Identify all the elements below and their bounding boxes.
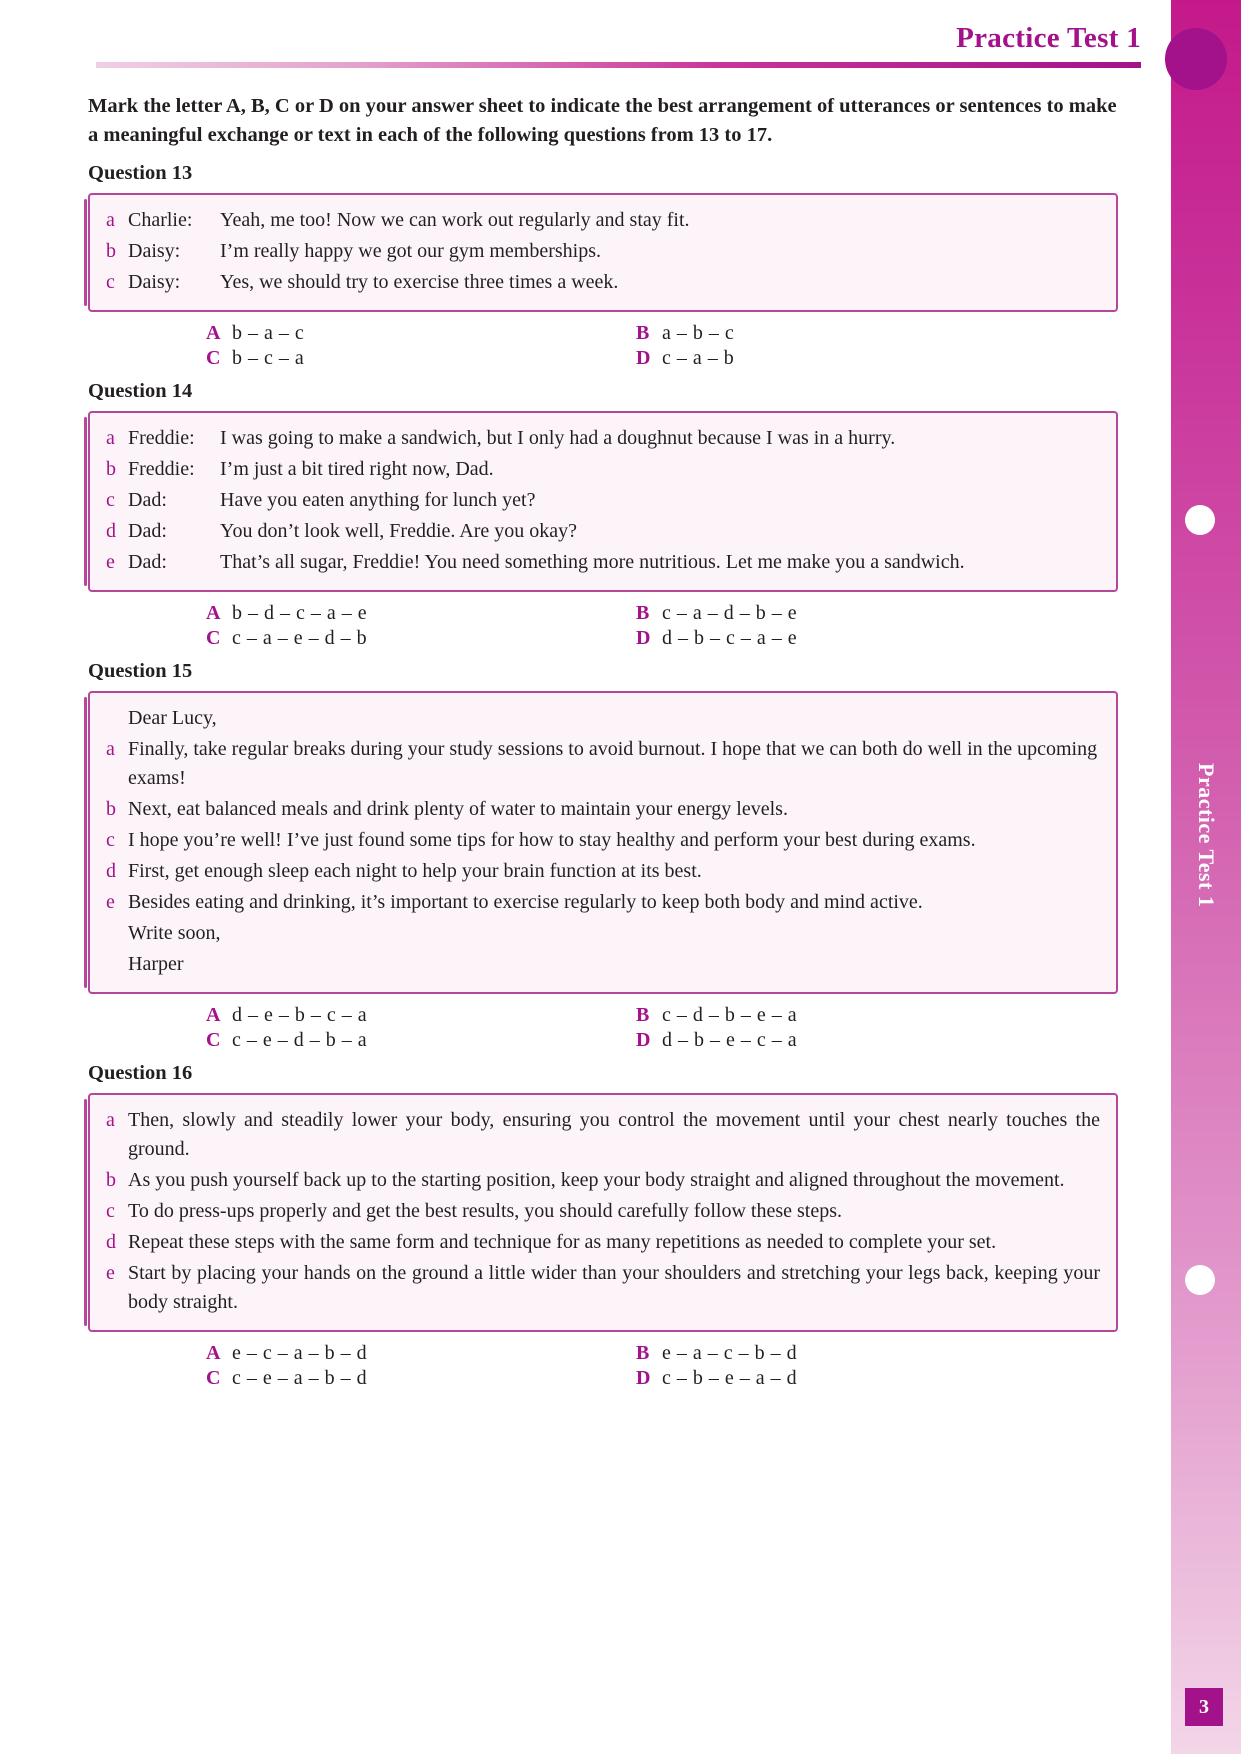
- option-a[interactable]: [206, 1342, 636, 1365]
- item-text: You don’t look well, Freddie. Are you okay?: [220, 520, 578, 543]
- item-letter: a: [106, 427, 115, 450]
- item-letter: d: [106, 860, 116, 883]
- item-letter: b: [106, 240, 116, 263]
- list-item: [106, 205, 1100, 236]
- list-item: [106, 825, 1100, 856]
- option-letter: A: [206, 602, 221, 625]
- rail-dot-icon: [1185, 505, 1215, 535]
- item-text: That’s all sugar, Freddie! You need something more nutritious. Let me make you a sandwich.: [220, 551, 965, 574]
- list-item: [106, 1105, 1100, 1165]
- item-letter: d: [106, 520, 116, 543]
- question-panel-16: [88, 1093, 1118, 1332]
- option-value: b – d – c – a – e: [232, 602, 368, 625]
- option-value: d – e – b – c – a: [232, 1004, 368, 1027]
- letter-salutation: Dear Lucy,: [128, 707, 217, 730]
- question-panel-15: [88, 691, 1118, 994]
- item-letter: c: [106, 271, 115, 294]
- question-panel-13: [88, 193, 1118, 312]
- page-content: [88, 92, 1118, 1394]
- option-value: d – b – e – c – a: [662, 1029, 798, 1052]
- item-text: Repeat these steps with the same form and technique for as many repetitions as needed to complete your set.: [128, 1231, 997, 1254]
- item-text: Finally, take regular breaks during your study sessions to avoid burnout. I hope that we can both do well in the upcoming exams!: [128, 738, 1098, 790]
- answer-options-13: [206, 322, 1118, 370]
- option-letter: C: [206, 1367, 221, 1390]
- list-item: [106, 516, 1100, 547]
- answer-options-16: [206, 1342, 1118, 1390]
- rail-top-circle-icon: [1165, 28, 1227, 90]
- item-text: To do press-ups properly and get the best results, you should carefully follow these steps.: [128, 1200, 843, 1223]
- list-item: [106, 1165, 1100, 1196]
- item-letter: a: [106, 1109, 115, 1132]
- item-speaker: Dad:: [128, 551, 167, 574]
- item-text: Have you eaten anything for lunch yet?: [220, 489, 536, 512]
- option-letter: D: [636, 627, 651, 650]
- option-a[interactable]: [206, 322, 636, 345]
- item-text: Besides eating and drinking, it’s important to exercise regularly to keep both body and mind active.: [128, 891, 923, 914]
- question-label-16: Question 16: [88, 1062, 193, 1085]
- option-value: a – b – c: [662, 322, 735, 345]
- option-letter: D: [636, 1367, 651, 1390]
- instruction-text: Mark the letter A, B, C or D on your answer sheet to indicate the best arrangement of utterances or sentences to make a meaningful exchange or text in each of the following questions from 13 to 17.: [88, 95, 1117, 147]
- item-speaker: Daisy:: [128, 271, 181, 294]
- answer-options-14: [206, 602, 1118, 650]
- question-label-13: Question 13: [88, 162, 193, 185]
- option-value: c – b – e – a – d: [662, 1367, 798, 1390]
- option-b[interactable]: [636, 1004, 1118, 1027]
- item-letter: c: [106, 1200, 115, 1223]
- item-letter: b: [106, 1169, 116, 1192]
- option-c[interactable]: [206, 1367, 636, 1390]
- header-divider: [96, 62, 1141, 68]
- decorative-side-rail: [1171, 0, 1241, 1754]
- item-text: As you push yourself back up to the starting position, keep your body straight and aligned throughout the movement.: [128, 1169, 1065, 1192]
- list-item: [106, 1258, 1100, 1318]
- item-speaker: Dad:: [128, 489, 167, 512]
- rail-dot-icon: [1185, 1265, 1215, 1295]
- list-item: [106, 454, 1100, 485]
- option-value: c – d – b – e – a: [662, 1004, 798, 1027]
- item-letter: e: [106, 551, 115, 574]
- option-letter: C: [206, 1029, 221, 1052]
- item-letter: a: [106, 209, 115, 232]
- item-text: Yeah, me too! Now we can work out regularly and stay fit.: [220, 209, 690, 232]
- option-a[interactable]: [206, 1004, 636, 1027]
- item-text: I hope you’re well! I’ve just found some tips for how to stay healthy and perform your best during exams.: [128, 829, 976, 852]
- list-item: [106, 547, 1100, 578]
- item-text: Start by placing your hands on the ground a little wider than your shoulders and stretching your legs back, keeping your body straight.: [128, 1262, 1100, 1314]
- question-label-14: Question 14: [88, 380, 193, 403]
- option-value: d – b – c – a – e: [662, 627, 798, 650]
- list-item: [106, 267, 1100, 298]
- question-panel-14: [88, 411, 1118, 592]
- option-letter: B: [636, 1342, 650, 1365]
- list-item: [106, 734, 1100, 794]
- option-letter: C: [206, 347, 221, 370]
- page-title: Practice Test 1: [956, 22, 1141, 54]
- list-item: [106, 236, 1100, 267]
- item-letter: b: [106, 458, 116, 481]
- option-value: c – a – b: [662, 347, 735, 370]
- item-speaker: Freddie:: [128, 458, 195, 481]
- list-item: [106, 856, 1100, 887]
- list-item: [106, 887, 1100, 918]
- item-text: I was going to make a sandwich, but I only had a doughnut because I was in a hurry.: [220, 427, 896, 450]
- letter-signature: Harper: [128, 953, 184, 976]
- option-value: b – a – c: [232, 322, 305, 345]
- item-text: Yes, we should try to exercise three times a week.: [220, 271, 619, 294]
- rail-practice-test-label: Practice Test 1: [1194, 763, 1219, 908]
- option-letter: D: [636, 347, 651, 370]
- item-speaker: Charlie:: [128, 209, 193, 232]
- option-letter: D: [636, 1029, 651, 1052]
- option-c[interactable]: [206, 1029, 636, 1052]
- answer-options-15: [206, 1004, 1118, 1052]
- item-speaker: Dad:: [128, 520, 167, 543]
- option-letter: B: [636, 1004, 650, 1027]
- page-header: [956, 22, 1141, 55]
- option-letter: B: [636, 602, 650, 625]
- list-item: [106, 423, 1100, 454]
- item-text: Next, eat balanced meals and drink plenty of water to maintain your energy levels.: [128, 798, 788, 821]
- item-text: I’m really happy we got our gym memberships.: [220, 240, 602, 263]
- item-letter: e: [106, 1262, 115, 1285]
- option-value: e – a – c – b – d: [662, 1342, 798, 1365]
- list-item: [106, 794, 1100, 825]
- option-b[interactable]: [636, 602, 1118, 625]
- option-d[interactable]: [636, 1367, 1118, 1390]
- option-value: c – a – d – b – e: [662, 602, 798, 625]
- list-item: [106, 1196, 1100, 1227]
- item-letter: c: [106, 829, 115, 852]
- list-item: [106, 1227, 1100, 1258]
- option-d[interactable]: [636, 627, 1118, 650]
- item-letter: d: [106, 1231, 116, 1254]
- item-letter: c: [106, 489, 115, 512]
- option-letter: C: [206, 627, 221, 650]
- option-a[interactable]: [206, 602, 636, 625]
- option-b[interactable]: [636, 322, 1118, 345]
- option-d[interactable]: [636, 1029, 1118, 1052]
- option-d[interactable]: [636, 347, 1118, 370]
- option-value: b – c – a: [232, 347, 305, 370]
- option-value: e – c – a – b – d: [232, 1342, 368, 1365]
- item-text: First, get enough sleep each night to help your brain function at its best.: [128, 860, 702, 883]
- option-value: c – e – d – b – a: [232, 1029, 368, 1052]
- option-b[interactable]: [636, 1342, 1118, 1365]
- option-letter: A: [206, 1342, 221, 1365]
- question-label-15: Question 15: [88, 660, 193, 683]
- option-c[interactable]: [206, 627, 636, 650]
- option-letter: B: [636, 322, 650, 345]
- item-letter: b: [106, 798, 116, 821]
- option-value: c – a – e – d – b: [232, 627, 368, 650]
- option-letter: A: [206, 322, 221, 345]
- option-c[interactable]: [206, 347, 636, 370]
- item-letter: a: [106, 738, 115, 761]
- item-text: Then, slowly and steadily lower your body, ensuring you control the movement until your chest nearly touches the ground.: [128, 1109, 1100, 1161]
- item-speaker: Daisy:: [128, 240, 181, 263]
- option-value: c – e – a – b – d: [232, 1367, 368, 1390]
- letter-closing: Write soon,: [128, 922, 221, 945]
- page-number: 3: [1185, 1688, 1223, 1726]
- option-letter: A: [206, 1004, 221, 1027]
- item-letter: e: [106, 891, 115, 914]
- item-speaker: Freddie:: [128, 427, 195, 450]
- list-item: [106, 485, 1100, 516]
- item-text: I’m just a bit tired right now, Dad.: [220, 458, 494, 481]
